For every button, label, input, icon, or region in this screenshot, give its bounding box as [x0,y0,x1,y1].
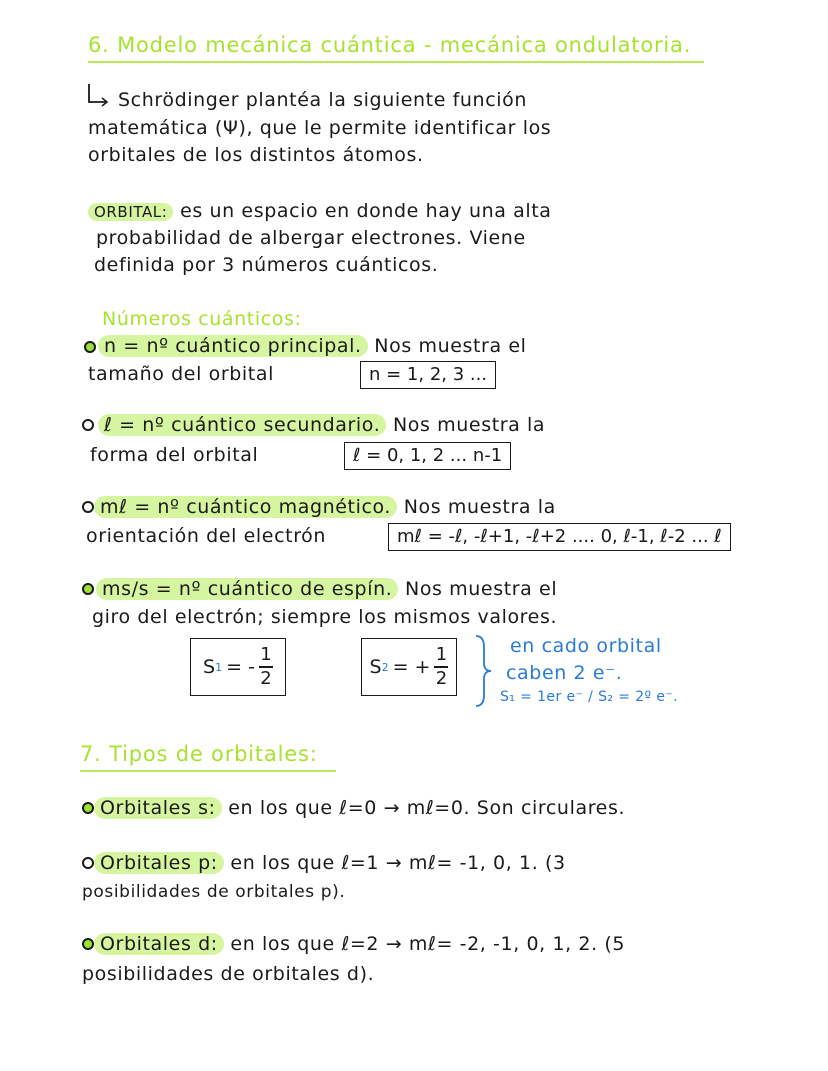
orbital-type-d-text: en los que ℓ=2 → mℓ= -2, -1, 0, 1, 2. (5 [230,933,626,955]
spin-note-line-2: caben 2 e⁻. [506,662,623,684]
bullet-icon [82,583,94,595]
spin-value-box-2: S 2 = + $\frac{1}{2}$ [361,638,457,696]
title-underline [80,770,336,772]
intro-line-2: matemática (Ψ), que le permite identificar los [88,117,552,139]
spin-value-box-1: S 1 = - $\frac{1}{2}$ [190,638,286,696]
quantum-ms-line-2: giro del electrón; siempre los mismos valores. [92,606,558,628]
bullet-icon [82,938,94,950]
orbital-type-s-text: en los que ℓ=0 → mℓ=0. Son circulares. [228,797,626,819]
quantum-l-line-1 [104,412,545,439]
fraction: $\frac{1}{2}$ [435,644,448,689]
orbital-type-p-line-1 [100,850,566,877]
orbital-text-1: es un espacio en donde hay una alta [180,200,552,222]
bullet-icon [82,419,94,431]
spin-note-line-3: S₁ = 1er e⁻ / S₂ = 2º e⁻. [500,689,679,705]
quantum-n-line-1 [104,333,527,360]
bullet-icon [82,802,94,814]
fraction: $\frac{1}{2}$ [260,644,272,689]
quantum-n-values-box: n = 1, 2, 3 ... [360,361,496,389]
quantum-n-line-2: tamaño del orbital [88,363,274,385]
quantum-ms-rest: Nos muestra el [405,578,558,600]
orbital-type-d-line-1 [100,931,625,958]
quantum-n-highlight: n = nº cuántico principal. [98,335,368,357]
orbital-type-p-line-2: posibilidades de orbitales p). [82,882,346,902]
quantum-numbers-heading: Números cuánticos: [102,308,302,330]
bullet-icon [82,857,94,869]
orbital-type-p-text: en los que ℓ=1 → mℓ= -1, 0, 1. (3 [230,852,566,874]
quantum-ml-line-2: orientación del electrón [86,525,327,547]
intro-line-1: Schrödinger plantéa la siguiente función [118,89,527,111]
orbital-definition-line-2: probabilidad de albergar electrones. Viene [96,227,526,249]
quantum-l-line-2: forma del orbital [90,444,259,466]
curly-brace-icon [472,633,494,713]
orbital-label: ORBITAL: [88,203,173,221]
quantum-ml-values-box: mℓ = -ℓ, -ℓ+1, -ℓ+2 .... 0, ℓ-1, ℓ-2 ... ℓ [388,523,731,551]
section-7-title: 7. Tipos de orbitales: [80,742,318,766]
quantum-l-highlight: ℓ = nº cuántico secundario. [98,414,386,436]
quantum-ms-line-1 [102,576,557,603]
orbital-type-d-line-2: posibilidades de orbitales d). [82,963,375,985]
title-underline [88,61,704,63]
corner-arrow-icon [86,82,112,112]
section-6-title: 6. Modelo mecánica cuántica - mecánica ondulatoria. [88,33,692,57]
quantum-ms-highlight: ms/s = nº cuántico de espín. [96,578,398,600]
quantum-l-values-box: ℓ = 0, 1, 2 ... n-1 [344,442,511,470]
orbital-type-p-highlight: Orbitales p: [94,852,224,874]
orbital-type-s [100,795,625,822]
bullet-icon [84,341,96,353]
quantum-l-rest: Nos muestra la [392,414,546,436]
intro-line-3: orbitales de los distintos átomos. [88,144,424,166]
spin-note-line-1: en cado orbital [510,635,662,657]
orbital-definition-line-3: definida por 3 números cuánticos. [94,254,439,276]
bullet-icon [82,501,94,513]
quantum-ml-line-1 [100,494,556,521]
quantum-ml-highlight: mℓ = nº cuántico magnético. [94,496,397,518]
quantum-n-rest: Nos muestra el [374,335,527,357]
orbital-type-s-highlight: Orbitales s: [94,797,222,819]
orbital-definition-line-1 [94,198,552,226]
quantum-ml-rest: Nos muestra la [403,496,556,518]
orbital-type-d-highlight: Orbitales d: [94,933,224,955]
